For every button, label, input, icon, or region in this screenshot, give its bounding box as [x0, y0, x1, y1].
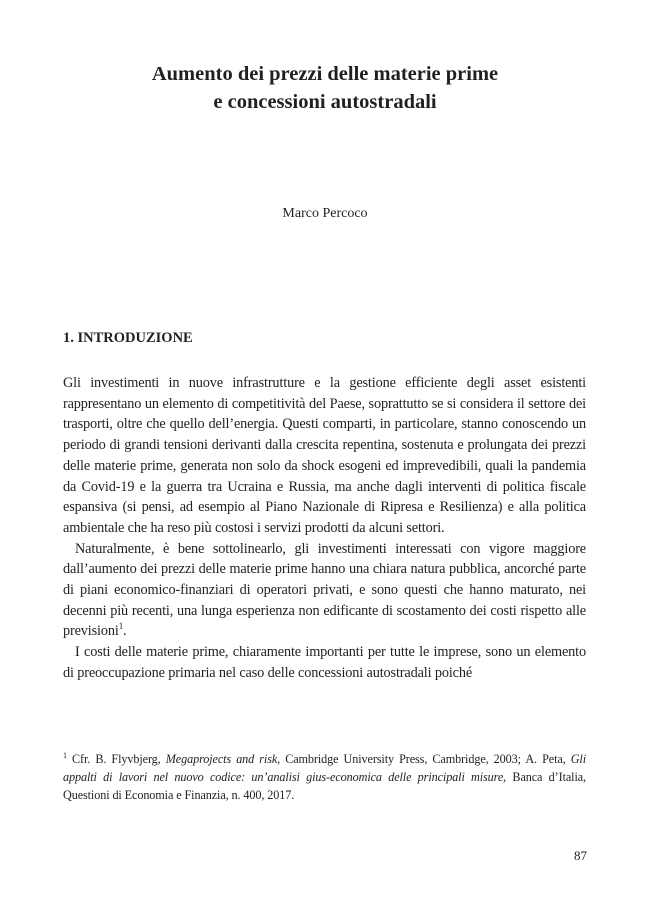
footnote-1	[63, 750, 586, 804]
paragraph-2	[63, 539, 586, 643]
footnote-italic-title-2: Gli appalti di lavori nel nuovo codice: un’analisi gius-economica delle principali misure	[63, 752, 587, 784]
title-line-2: e concessioni autostradali	[213, 91, 437, 113]
footnote-italic-title-1: Megaprojects and risk	[165, 752, 278, 766]
footnote-text-2: , Cambridge University Press, Cambridge, 2003; A. Peta,	[277, 752, 571, 766]
footnote-mark: 1	[63, 750, 67, 760]
body-text	[63, 373, 586, 684]
footnote-text-3: , Banca d’Italia, Questioni di Economia e Finanzia, n. 400, 2017.	[63, 770, 586, 802]
paragraph-2-end: .	[123, 623, 127, 640]
footnote-reference[interactable]: 1	[118, 621, 124, 632]
title-line-1: Aumento dei prezzi delle materie prime	[151, 63, 499, 85]
article-title	[0, 60, 650, 116]
paragraph-3: I costi delle materie prime, chiaramente importanti per tutte le imprese, sono un elemento di preoccupazione primaria nel caso delle concessioni autostradali poiché	[63, 644, 586, 681]
paragraph-1: Gli investimenti in nuove infrastrutture e la gestione efficiente degli asset esistenti rappresentano un elemento di competitività del Paese, soprattutto se si considera il settore dei trasporti, oltre che quello dell’energia. Questi comparti, in particolare, stanno conoscendo un periodo di grandi tensioni derivanti dalla crescita repentina, sostenuta e prolungata dei prezzi delle materie prime, generata non solo da shock esogeni ed imprevedibili, quali la pandemia da Covid-19 e la guerra tra Ucraina e Russia, ma anche dagli interventi di politica fiscale espansiva (si pensi, ad esempio al Piano Nazionale di Ripresa e Resilienza) e alla politica ambientale che ha reso più costosi i servizi prodotti da alcuni settori.	[63, 375, 586, 536]
author-name: Marco Percoco	[282, 206, 368, 221]
paragraph-2-text: Naturalmente, è bene sottolinearlo, gli investimenti interessati con vigore maggiore dall’aumento dei prezzi delle materie prime hanno una chiara natura pubblica, ancorché parte di piani economico-finanziari di operatori privati, e sono questi che hanno maturato, nei decenni più recenti, una lunga esperienza non edificante di scostamento dei costi rispetto alle previsioni	[63, 540, 586, 640]
section-heading: 1. INTRODUZIONE	[63, 330, 193, 346]
page-number: 87	[574, 848, 587, 863]
footnote-text-1: Cfr. B. Flyvbjerg,	[72, 752, 166, 766]
footnotes	[63, 750, 586, 804]
